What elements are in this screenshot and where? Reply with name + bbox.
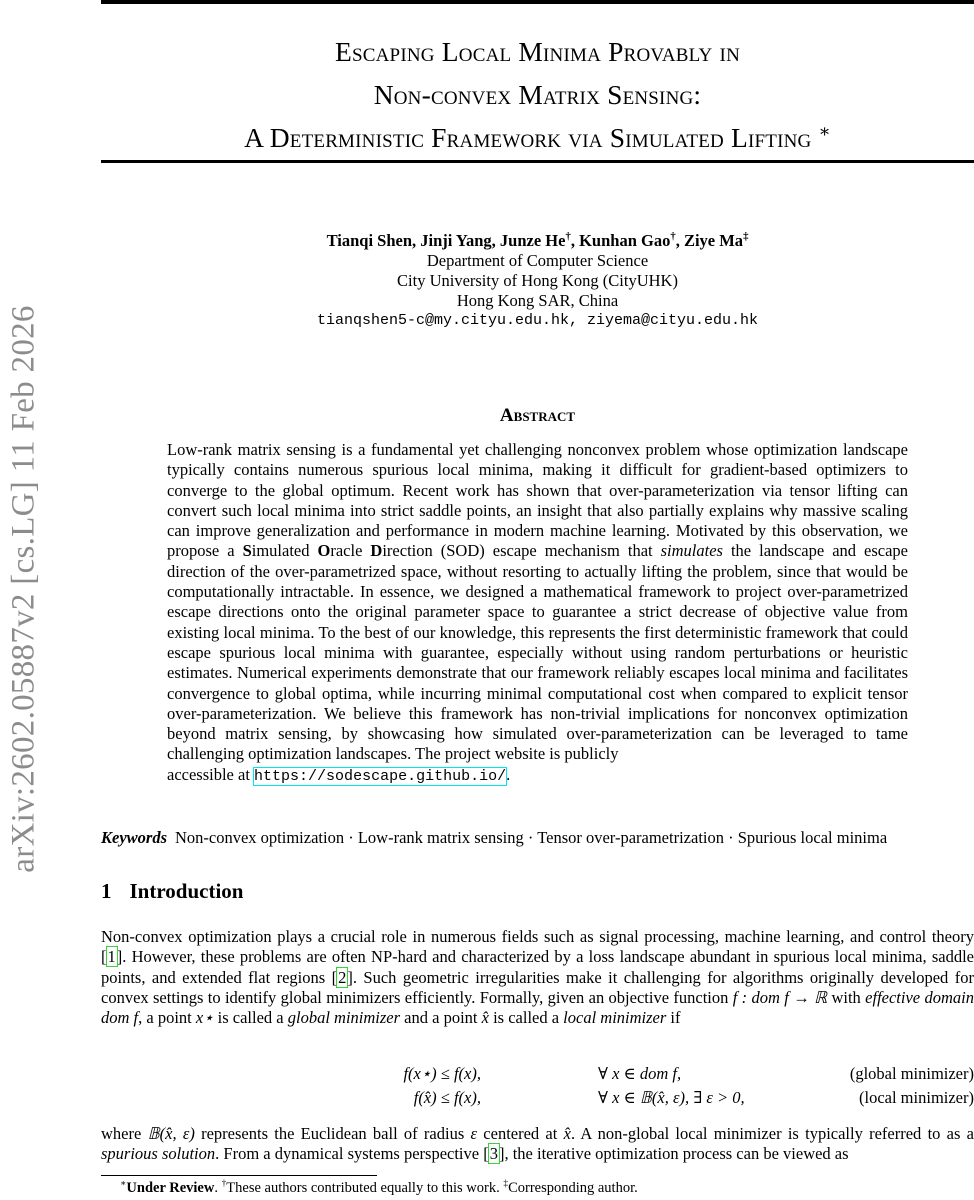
acronym-letter: O [317, 541, 331, 561]
equation-lhs: f(x⋆) ≤ f(x), [403, 1064, 481, 1083]
body-text: Non-convex optimization plays a crucial role in numerous fields such as signal processing, machine learning, and control theory [ [101, 927, 974, 967]
author-name: Jinji Yang [420, 231, 492, 250]
dagger-mark: † [670, 230, 676, 243]
section-title: Introduction [129, 879, 244, 903]
body-text: if [666, 1008, 681, 1028]
author-name: Ziye Ma [683, 231, 744, 250]
abstract-last-line [167, 765, 908, 787]
title-line-1: Escaping Local Minima Provably in [335, 36, 740, 67]
acronym-letter: D [370, 541, 383, 561]
citation-link[interactable]: 2 [338, 967, 347, 987]
abstract-text: imulated [251, 541, 318, 561]
citation-link[interactable]: 1 [107, 947, 116, 967]
keyword-separator: · [523, 828, 538, 847]
under-review-label: Under Review [126, 1180, 215, 1196]
title-line-2: Non-convex Matrix Sensing: [373, 79, 702, 110]
section-number: 1 [101, 879, 112, 903]
body-emphasis: local minimizer [563, 1008, 667, 1028]
author-name: Junze He [499, 231, 566, 250]
arxiv-identifier: arXiv:2602.05887v2 [cs.LG] 11 Feb 2026 [5, 305, 42, 873]
abstract-text: accessible at [167, 764, 255, 784]
body-text: represents the Euclidean ball of radius [194, 1124, 471, 1143]
title-footnote-mark: ∗ [818, 120, 831, 141]
title-bottom-rule [101, 160, 974, 163]
double-dagger-mark: ‡ [503, 1179, 509, 1190]
title-line-3-text: A Deterministic Framework via Simulated Lifting [244, 122, 812, 153]
author-block [101, 231, 974, 331]
project-website-link[interactable]: https://sodescape.github.io/ [254, 767, 507, 785]
math-inline: x̂ [563, 1124, 571, 1143]
author-name: Kunhan Gao [579, 231, 671, 250]
equation-lhs: f(x̂) ≤ f(x), [413, 1088, 481, 1107]
footnote-star: ∗ [120, 1179, 127, 1190]
equation-global-minimizer [101, 1064, 974, 1086]
intro-paragraph-2 [101, 1124, 974, 1165]
author-location: Hong Kong SAR, China [456, 291, 619, 310]
math-inline: 𝔹(x̂, ε) [147, 1124, 195, 1143]
body-text: , a point [138, 1008, 196, 1028]
body-text: with [827, 987, 866, 1007]
author-name: Tianqi Shen [326, 231, 413, 250]
body-emphasis: spurious solution [101, 1144, 216, 1164]
equation-tag: (local minimizer) [859, 1088, 974, 1107]
arxiv-sidebar [0, 262, 48, 916]
body-text: is called a [488, 1008, 564, 1028]
title-top-rule [101, 0, 974, 4]
abstract-text: Low-rank matrix sensing is a fundamental yet challenging nonconvex problem whose optimization landscape typically contains numerous spurious local minima, making it difficult for gradient-based optimizers to converge to the global optimum. Recent work has shown that over-parameterization via tensor lifting can convert such local minima into strict saddle points, an insight that also partially explains why massive scaling can improve generalization and performance in modern machine learning. Motivated by this observation, we propose a [167, 440, 908, 561]
author-emails: tianqshen5-c@my.cityu.edu.hk, ziyema@cityu.edu.hk [316, 312, 759, 329]
double-dagger-mark: ‡ [743, 230, 749, 243]
body-emphasis: global minimizer [287, 1008, 401, 1028]
keywords-line [101, 828, 974, 848]
body-text: . A non-global local minimizer is typically referred to as a [570, 1124, 974, 1143]
body-text: ]. Such geometric irregularities make it challenging for algorithms originally developed for convex settings to identify global minimizers efficiently. Formally, given an objective function [101, 967, 974, 1007]
math-inline: x⋆ [195, 1008, 214, 1028]
author-university: City University of Hong Kong (CityUHK) [397, 271, 678, 290]
footnote [120, 1180, 638, 1197]
section-heading [101, 879, 243, 904]
equation-rhs: ∀ x ∈ dom f, [598, 1064, 682, 1083]
math-inline: x̂ [481, 1008, 489, 1028]
dagger-mark: † [221, 1179, 227, 1190]
math-inline: f : dom f → ℝ [732, 987, 828, 1007]
citation-link[interactable]: 3 [489, 1144, 498, 1164]
dagger-mark: † [565, 230, 571, 243]
body-text: and a point [400, 1008, 482, 1028]
math-inline: ε [470, 1124, 478, 1143]
body-text: where [101, 1124, 148, 1143]
keyword-item: Spurious local minima [737, 828, 888, 847]
abstract-text: . [506, 764, 511, 784]
abstract-text: racle [330, 541, 371, 561]
abstract-text: irection (SOD) escape mechanism that [382, 541, 661, 561]
keyword-separator: · [344, 828, 358, 847]
author-names: Tianqi Shen, Jinji Yang, Junze He†, Kunhan Gao†, Ziye Ma‡ [326, 230, 749, 250]
footnote-text: . [214, 1180, 222, 1196]
acronym-letter: S [242, 541, 252, 561]
abstract-emphasis: simulates [660, 541, 723, 561]
equation-rhs: ∀ x ∈ 𝔹(x̂, ε), ∃ ε > 0, [598, 1088, 745, 1107]
title-line-3 [101, 116, 974, 159]
body-text: centered at [477, 1124, 564, 1143]
keyword-item: Tensor over-parametrization [537, 828, 724, 847]
body-emphasis: effective domain [865, 987, 974, 1007]
paper-title [101, 30, 974, 159]
footnote-rule [101, 1175, 377, 1176]
keyword-item: Low-rank matrix sensing [357, 828, 524, 847]
footnote-text: Corresponding author. [508, 1180, 638, 1196]
keyword-separator: · [724, 828, 738, 847]
equation-local-minimizer [101, 1088, 974, 1110]
abstract-heading: Abstract [499, 405, 576, 426]
footnote-text: These authors contributed equally to this work. [226, 1180, 504, 1196]
keyword-item: Non-convex optimization [175, 828, 345, 847]
body-text: ]. However, these problems are often NP-hard and characterized by a loss landscape abundant in spurious local minima, saddle points, and extended flat regions [ [101, 947, 974, 987]
keywords-label: Keywords [101, 828, 167, 847]
author-department: Department of Computer Science [426, 251, 649, 270]
body-text: is called a [213, 1008, 288, 1028]
abstract-paragraph [167, 440, 908, 765]
math-inline: dom f [101, 1008, 139, 1028]
abstract-text: the landscape and escape direction of the over-parametrized space, without resorting to actually lifting the problem, since that would be computationally intractable. In essence, we designed a mathematical framework to project over-parametrized escape directions onto the original parameter space to guarantee a strict decrease of objective value from existing local minima. To the best of our knowledge, this represents the first deterministic framework that could escape spurious local minima with guarantee, especially without using random perturbations or heuristic estimates. Numerical experiments demonstrate that our framework reliably escapes local minima and facilitates convergence to global optima, while incurring minimal computational cost when compared to explicit tensor over-parameterization. We believe this framework has non-trivial implications for nonconvex optimization beyond matrix sensing, by showcasing how simulated over-parameterization can be leveraged to tame challenging optimization landscapes. The project website is publicly [167, 541, 908, 764]
body-text: ], the iterative optimization process can be viewed as [498, 1144, 849, 1164]
body-text: . From a dynamical systems perspective [ [215, 1144, 489, 1164]
abstract-body [167, 440, 908, 787]
equation-tag: (global minimizer) [849, 1064, 974, 1083]
intro-paragraph-1 [101, 927, 974, 1028]
